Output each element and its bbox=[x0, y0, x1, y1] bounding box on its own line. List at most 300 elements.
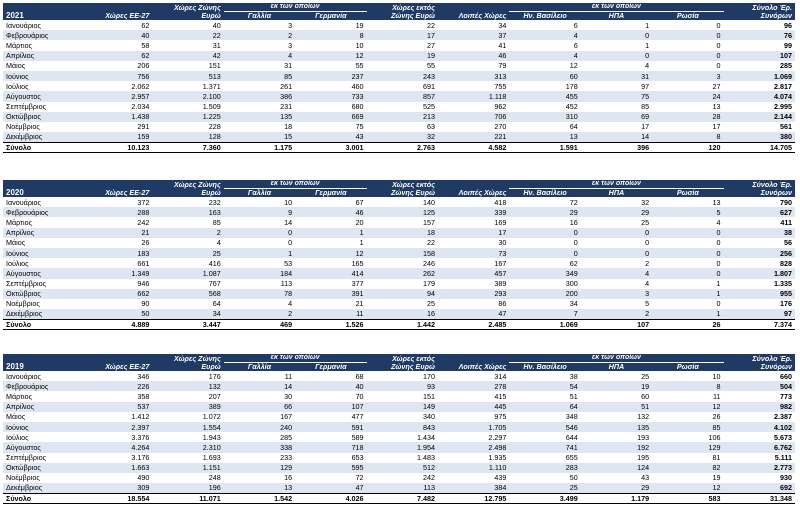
month-cell: Οκτώβριος bbox=[3, 463, 81, 473]
value-cell: 1.118 bbox=[438, 91, 509, 101]
value-cell: 113 bbox=[367, 483, 438, 493]
value-cell: 124 bbox=[581, 463, 652, 473]
value-cell: 278 bbox=[438, 381, 509, 391]
value-cell: 285 bbox=[280, 432, 293, 442]
value-cell: 0 bbox=[716, 61, 721, 71]
month-cell: Απρίλιος bbox=[3, 402, 81, 412]
value-cell: 41 bbox=[498, 40, 507, 50]
month-cell: Ιανουάριος bbox=[6, 197, 41, 207]
value-cell: 63 bbox=[426, 122, 435, 132]
month-cell: Αύγουστος bbox=[3, 268, 81, 278]
value-cell: 97 bbox=[641, 81, 650, 91]
value-cell: 756 bbox=[81, 71, 152, 81]
value-cell: 60 bbox=[509, 71, 580, 81]
value-cell: 30 bbox=[284, 391, 293, 401]
value-cell: 2.995 bbox=[774, 102, 792, 112]
total-label: Σύνολο bbox=[3, 142, 81, 152]
value-cell: 7 bbox=[509, 309, 580, 319]
value-cell: 66 bbox=[224, 402, 295, 412]
value-cell: 242 bbox=[422, 473, 435, 483]
table-row bbox=[3, 102, 795, 112]
value-cell: 0 bbox=[652, 30, 723, 40]
value-cell: 68 bbox=[355, 371, 364, 381]
value-cell: 28 bbox=[652, 112, 723, 122]
value-cell: 1.663 bbox=[81, 463, 152, 473]
value-cell: 176 bbox=[780, 299, 792, 309]
value-cell: 13 bbox=[712, 102, 721, 112]
value-cell: 17 bbox=[438, 228, 509, 238]
value-cell: 6.762 bbox=[724, 442, 795, 452]
value-cell: 680 bbox=[351, 102, 364, 112]
total-cell: 26 bbox=[652, 319, 723, 329]
value-cell: 46 bbox=[438, 51, 509, 61]
value-cell: 14 bbox=[581, 132, 652, 142]
value-cell: 2.957 bbox=[81, 91, 152, 101]
month-cell: Σεπτέμβριος bbox=[6, 279, 47, 289]
value-cell: 513 bbox=[152, 71, 223, 81]
value-cell: 655 bbox=[565, 453, 578, 463]
value-cell: 6 bbox=[573, 40, 578, 50]
value-cell: 85 bbox=[641, 102, 650, 112]
column-header: Σύνολο Έρ. Συνόρων bbox=[724, 180, 795, 197]
value-cell: 135 bbox=[224, 112, 295, 122]
value-cell: 1.554 bbox=[152, 422, 223, 432]
value-cell: 262 bbox=[367, 268, 438, 278]
table-row bbox=[3, 258, 795, 268]
value-cell: 72 bbox=[355, 473, 364, 483]
value-cell: 31 bbox=[284, 61, 293, 71]
value-cell: 13 bbox=[712, 197, 721, 207]
month-cell: Ιανουάριος bbox=[6, 20, 41, 30]
value-cell: 0 bbox=[652, 248, 723, 258]
column-header: Ρωσία bbox=[652, 12, 723, 21]
value-cell: 0 bbox=[716, 299, 721, 309]
value-cell: 4 bbox=[509, 51, 580, 61]
column-header: Χώρες εκτός Ζώνης Ευρώ bbox=[367, 180, 438, 197]
value-cell: 243 bbox=[367, 71, 438, 81]
value-cell: 78 bbox=[224, 289, 295, 299]
value-cell: 46 bbox=[295, 207, 366, 217]
value-cell: 2.144 bbox=[724, 112, 795, 122]
value-cell: 4 bbox=[645, 279, 650, 289]
value-cell: 167 bbox=[494, 258, 507, 268]
column-header: Χώρες Ζώνης Ευρώ bbox=[152, 354, 223, 371]
column-header: Γερμανία bbox=[295, 189, 366, 198]
total-cell: 10.123 bbox=[81, 142, 152, 152]
table-row bbox=[3, 91, 795, 101]
value-cell: 34 bbox=[152, 309, 223, 319]
value-cell: 460 bbox=[351, 81, 364, 91]
value-cell: 140 bbox=[422, 197, 435, 207]
table-row bbox=[3, 463, 795, 473]
value-cell: 12 bbox=[569, 61, 578, 71]
value-cell: 293 bbox=[438, 289, 509, 299]
value-cell: 38 bbox=[724, 228, 795, 238]
month-cell: Απρίλιος bbox=[3, 228, 81, 238]
value-cell: 60 bbox=[641, 391, 650, 401]
value-cell: 85 bbox=[224, 71, 295, 81]
column-header: Ην. Βασίλειο bbox=[509, 363, 580, 372]
value-cell: 79 bbox=[498, 61, 507, 71]
month-cell: Αύγουστος bbox=[3, 442, 81, 452]
month-cell: Δεκέμβριος bbox=[3, 132, 81, 142]
column-header: Γαλλία bbox=[224, 12, 295, 21]
month-cell: Ιανουάριος bbox=[6, 371, 41, 381]
value-cell: 1.349 bbox=[81, 268, 152, 278]
value-cell: 26 bbox=[712, 412, 721, 422]
value-cell: 2.310 bbox=[152, 442, 223, 452]
value-cell: 195 bbox=[637, 453, 650, 463]
value-cell: 1.087 bbox=[152, 268, 223, 278]
value-cell: 30 bbox=[498, 238, 507, 248]
value-cell: 627 bbox=[724, 207, 795, 217]
table-row bbox=[3, 309, 795, 319]
value-cell: 40 bbox=[81, 30, 152, 40]
value-cell: 504 bbox=[724, 381, 795, 391]
table-row bbox=[3, 81, 795, 91]
value-cell: 0 bbox=[581, 228, 652, 238]
total-cell: 1.175 bbox=[224, 142, 295, 152]
value-cell: 0 bbox=[652, 268, 723, 278]
value-cell: 692 bbox=[724, 483, 795, 493]
value-cell: 1.371 bbox=[202, 81, 221, 91]
value-cell: 58 bbox=[141, 40, 150, 50]
value-cell: 0 bbox=[581, 30, 652, 40]
value-cell: 2.034 bbox=[131, 102, 150, 112]
value-cell: 64 bbox=[569, 122, 578, 132]
value-cell: 5.673 bbox=[774, 432, 792, 442]
value-cell: 0 bbox=[716, 20, 721, 30]
value-cell: 537 bbox=[81, 402, 152, 412]
value-cell: 0 bbox=[581, 248, 652, 258]
table-row bbox=[3, 30, 795, 40]
value-cell: 11 bbox=[295, 309, 366, 319]
column-header: Χώρες ΕΕ-27 bbox=[81, 354, 152, 371]
value-cell: 568 bbox=[152, 289, 223, 299]
value-cell: 2.817 bbox=[774, 81, 792, 91]
month-cell: Ιούλιος bbox=[6, 432, 29, 442]
value-cell: 97 bbox=[724, 309, 795, 319]
value-cell: 706 bbox=[438, 112, 509, 122]
column-header: Χώρες ΕΕ-27 bbox=[81, 180, 152, 197]
value-cell: 512 bbox=[367, 463, 438, 473]
value-cell: 27 bbox=[426, 40, 435, 50]
value-cell: 69 bbox=[581, 112, 652, 122]
value-cell: 37 bbox=[438, 30, 509, 40]
value-cell: 1 bbox=[359, 238, 364, 248]
total-cell: 2.763 bbox=[367, 142, 438, 152]
value-cell: 416 bbox=[208, 258, 221, 268]
value-cell: 418 bbox=[494, 197, 507, 207]
value-cell: 386 bbox=[224, 91, 295, 101]
value-cell: 1 bbox=[224, 248, 295, 258]
value-cell: 11 bbox=[284, 371, 293, 381]
value-cell: 221 bbox=[438, 132, 509, 142]
value-cell: 380 bbox=[724, 132, 795, 142]
column-header: Χώρες Ζώνης Ευρώ bbox=[152, 180, 223, 197]
group-header: εκ των οποίων bbox=[224, 180, 367, 189]
value-cell: 288 bbox=[81, 207, 152, 217]
total-row bbox=[3, 142, 795, 152]
table-row bbox=[3, 217, 795, 227]
value-cell: 62 bbox=[81, 51, 152, 61]
value-cell: 1.225 bbox=[152, 112, 223, 122]
value-cell: 1.509 bbox=[202, 102, 221, 112]
table-row bbox=[3, 483, 795, 493]
value-cell: 25 bbox=[426, 299, 435, 309]
year-label: 2020 bbox=[3, 180, 81, 197]
group-header: εκ των οποίων bbox=[224, 354, 367, 363]
value-cell: 11 bbox=[713, 391, 721, 401]
value-cell: 339 bbox=[438, 207, 509, 217]
table-row bbox=[3, 238, 795, 248]
value-cell: 196 bbox=[152, 483, 223, 493]
value-cell: 349 bbox=[509, 268, 580, 278]
value-cell: 67 bbox=[355, 197, 364, 207]
value-cell: 3 bbox=[652, 71, 723, 81]
total-cell: 1.069 bbox=[509, 319, 580, 329]
table-row bbox=[3, 40, 795, 50]
column-header: ΗΠΑ bbox=[581, 189, 652, 198]
value-cell: 0 bbox=[581, 51, 652, 61]
value-cell: 790 bbox=[780, 197, 792, 207]
value-cell: 113 bbox=[280, 279, 293, 289]
value-cell: 773 bbox=[780, 391, 792, 401]
month-cell: Μάιος bbox=[6, 238, 26, 248]
month-cell: Ιούλιος bbox=[6, 81, 29, 91]
month-cell: Οκτώβριος bbox=[3, 112, 81, 122]
value-cell: 741 bbox=[509, 442, 580, 452]
value-cell: 962 bbox=[494, 102, 507, 112]
value-cell: 43 bbox=[295, 132, 366, 142]
value-cell: 226 bbox=[81, 381, 152, 391]
column-header: Χώρες εκτός Ζώνης Ευρώ bbox=[367, 354, 438, 371]
value-cell: 561 bbox=[780, 122, 792, 132]
table-row bbox=[3, 122, 795, 132]
value-cell: 0 bbox=[509, 248, 580, 258]
value-cell: 309 bbox=[81, 483, 152, 493]
total-cell: 4.582 bbox=[438, 142, 509, 152]
table-block bbox=[3, 3, 795, 153]
total-cell: 4.026 bbox=[295, 493, 366, 503]
value-cell: 1 bbox=[652, 309, 723, 319]
value-cell: 10 bbox=[355, 40, 364, 50]
total-cell: 3.001 bbox=[295, 142, 366, 152]
total-cell: 120 bbox=[652, 142, 723, 152]
value-cell: 346 bbox=[137, 371, 150, 381]
value-cell: 452 bbox=[565, 102, 578, 112]
month-cell: Μάρτιος bbox=[6, 217, 33, 227]
total-cell: 7.360 bbox=[152, 142, 223, 152]
value-cell: 12 bbox=[295, 51, 366, 61]
value-cell: 34 bbox=[569, 299, 578, 309]
value-cell: 591 bbox=[295, 422, 366, 432]
value-cell: 372 bbox=[137, 197, 150, 207]
value-cell: 1.438 bbox=[81, 112, 152, 122]
value-cell: 338 bbox=[224, 442, 295, 452]
value-cell: 129 bbox=[224, 463, 295, 473]
value-cell: 0 bbox=[652, 228, 723, 238]
value-cell: 213 bbox=[367, 112, 438, 122]
value-cell: 4 bbox=[645, 61, 650, 71]
value-cell: 4 bbox=[716, 217, 721, 227]
value-cell: 828 bbox=[780, 258, 792, 268]
value-cell: 128 bbox=[152, 132, 223, 142]
value-cell: 661 bbox=[137, 258, 150, 268]
value-cell: 64 bbox=[212, 299, 221, 309]
value-cell: 19 bbox=[712, 473, 721, 483]
value-cell: 21 bbox=[81, 228, 152, 238]
value-cell: 20 bbox=[355, 217, 364, 227]
value-cell: 27 bbox=[712, 81, 721, 91]
value-cell: 12 bbox=[295, 248, 366, 258]
value-cell: 358 bbox=[137, 391, 150, 401]
value-cell: 6 bbox=[573, 20, 578, 30]
value-cell: 29 bbox=[581, 483, 652, 493]
value-cell: 384 bbox=[438, 483, 509, 493]
value-cell: 228 bbox=[208, 122, 221, 132]
value-cell: 31 bbox=[581, 71, 652, 81]
value-cell: 106 bbox=[708, 432, 721, 442]
value-cell: 17 bbox=[367, 30, 438, 40]
total-cell: 14.705 bbox=[724, 142, 795, 152]
value-cell: 29 bbox=[581, 207, 652, 217]
value-cell: 1.693 bbox=[202, 453, 221, 463]
value-cell: 2.297 bbox=[488, 432, 507, 442]
month-cell: Ιούλιος bbox=[6, 258, 29, 268]
table-row bbox=[3, 71, 795, 81]
month-cell: Ιούνιος bbox=[3, 248, 81, 258]
table-row bbox=[3, 207, 795, 217]
value-cell: 55 bbox=[355, 61, 364, 71]
total-cell: 1.442 bbox=[367, 319, 438, 329]
table-row bbox=[3, 473, 795, 483]
table-row bbox=[3, 228, 795, 238]
value-cell: 16 bbox=[284, 473, 293, 483]
value-cell: 29 bbox=[509, 207, 580, 217]
value-cell: 17 bbox=[641, 122, 650, 132]
table-row bbox=[3, 61, 795, 71]
column-header: Σύνολο Έρ. Συνόρων bbox=[724, 3, 795, 20]
value-cell: 12 bbox=[652, 402, 723, 412]
month-cell: Δεκέμβριος bbox=[3, 483, 81, 493]
value-cell: 589 bbox=[351, 432, 364, 442]
value-cell: 151 bbox=[208, 61, 221, 71]
value-cell: 4.264 bbox=[81, 442, 152, 452]
month-cell: Απρίλιος bbox=[3, 51, 81, 61]
total-cell: 107 bbox=[581, 319, 652, 329]
table-row bbox=[3, 197, 795, 207]
value-cell: 132 bbox=[152, 381, 223, 391]
value-cell: 50 bbox=[569, 473, 578, 483]
total-cell: 7.482 bbox=[367, 493, 438, 503]
value-cell: 340 bbox=[422, 412, 435, 422]
value-cell: 377 bbox=[351, 279, 364, 289]
value-cell: 240 bbox=[224, 422, 295, 432]
value-cell: 34 bbox=[498, 20, 507, 30]
value-cell: 169 bbox=[494, 217, 507, 227]
value-cell: 26 bbox=[141, 238, 150, 248]
table-block bbox=[3, 180, 795, 330]
value-cell: 955 bbox=[724, 289, 795, 299]
value-cell: 0 bbox=[652, 51, 723, 61]
value-cell: 1.434 bbox=[416, 432, 435, 442]
value-cell: 2.062 bbox=[131, 81, 150, 91]
value-cell: 455 bbox=[509, 91, 580, 101]
value-cell: 170 bbox=[422, 371, 435, 381]
table-row bbox=[3, 371, 795, 381]
value-cell: 19 bbox=[355, 20, 364, 30]
value-cell: 5 bbox=[645, 299, 650, 309]
value-cell: 70 bbox=[355, 391, 364, 401]
value-cell: 10 bbox=[284, 197, 293, 207]
value-cell: 415 bbox=[494, 391, 507, 401]
value-cell: 930 bbox=[780, 473, 792, 483]
value-cell: 0 bbox=[573, 238, 578, 248]
value-cell: 96 bbox=[784, 20, 792, 30]
value-cell: 4 bbox=[224, 51, 295, 61]
month-cell: Ιούνιος bbox=[3, 71, 81, 81]
value-cell: 107 bbox=[724, 51, 795, 61]
total-cell: 1.591 bbox=[509, 142, 580, 152]
value-cell: 159 bbox=[81, 132, 152, 142]
value-cell: 158 bbox=[367, 248, 438, 258]
value-cell: 47 bbox=[295, 483, 366, 493]
column-header: ΗΠΑ bbox=[581, 363, 652, 372]
value-cell: 653 bbox=[351, 453, 364, 463]
column-header: ΗΠΑ bbox=[581, 12, 652, 21]
value-cell: 17 bbox=[712, 122, 721, 132]
total-cell: 2.485 bbox=[438, 319, 509, 329]
value-cell: 8 bbox=[652, 381, 723, 391]
total-cell: 1.542 bbox=[224, 493, 295, 503]
value-cell: 93 bbox=[367, 381, 438, 391]
value-cell: 51 bbox=[581, 402, 652, 412]
total-cell: 11.071 bbox=[152, 493, 223, 503]
table-row bbox=[3, 391, 795, 401]
group-header: εκ των οποίων bbox=[509, 3, 723, 12]
value-cell: 16 bbox=[367, 309, 438, 319]
group-header: εκ των οποίων bbox=[509, 180, 723, 189]
month-cell: Ιούνιος bbox=[3, 422, 81, 432]
column-header: Λοιπές Χώρες bbox=[438, 354, 509, 371]
value-cell: 14 bbox=[224, 381, 295, 391]
value-cell: 54 bbox=[509, 381, 580, 391]
value-cell: 445 bbox=[438, 402, 509, 412]
value-cell: 0 bbox=[288, 238, 293, 248]
value-cell: 25 bbox=[152, 248, 223, 258]
total-cell: 12.795 bbox=[438, 493, 509, 503]
value-cell: 439 bbox=[494, 473, 507, 483]
value-cell: 5.111 bbox=[774, 453, 792, 463]
value-cell: 313 bbox=[438, 71, 509, 81]
value-cell: 135 bbox=[581, 422, 652, 432]
value-cell: 2 bbox=[224, 30, 295, 40]
table-row bbox=[3, 422, 795, 432]
value-cell: 62 bbox=[569, 258, 578, 268]
value-cell: 76 bbox=[724, 30, 795, 40]
column-header: Χώρες εκτός Ζώνης Ευρώ bbox=[367, 3, 438, 20]
value-cell: 1.072 bbox=[202, 412, 221, 422]
value-cell: 50 bbox=[81, 309, 152, 319]
table-row bbox=[3, 402, 795, 412]
value-cell: 2.773 bbox=[724, 463, 795, 473]
value-cell: 43 bbox=[641, 473, 650, 483]
table-row bbox=[3, 112, 795, 122]
month-cell: Σεπτέμβριος bbox=[6, 453, 47, 463]
value-cell: 163 bbox=[152, 207, 223, 217]
value-cell: 51 bbox=[569, 391, 578, 401]
